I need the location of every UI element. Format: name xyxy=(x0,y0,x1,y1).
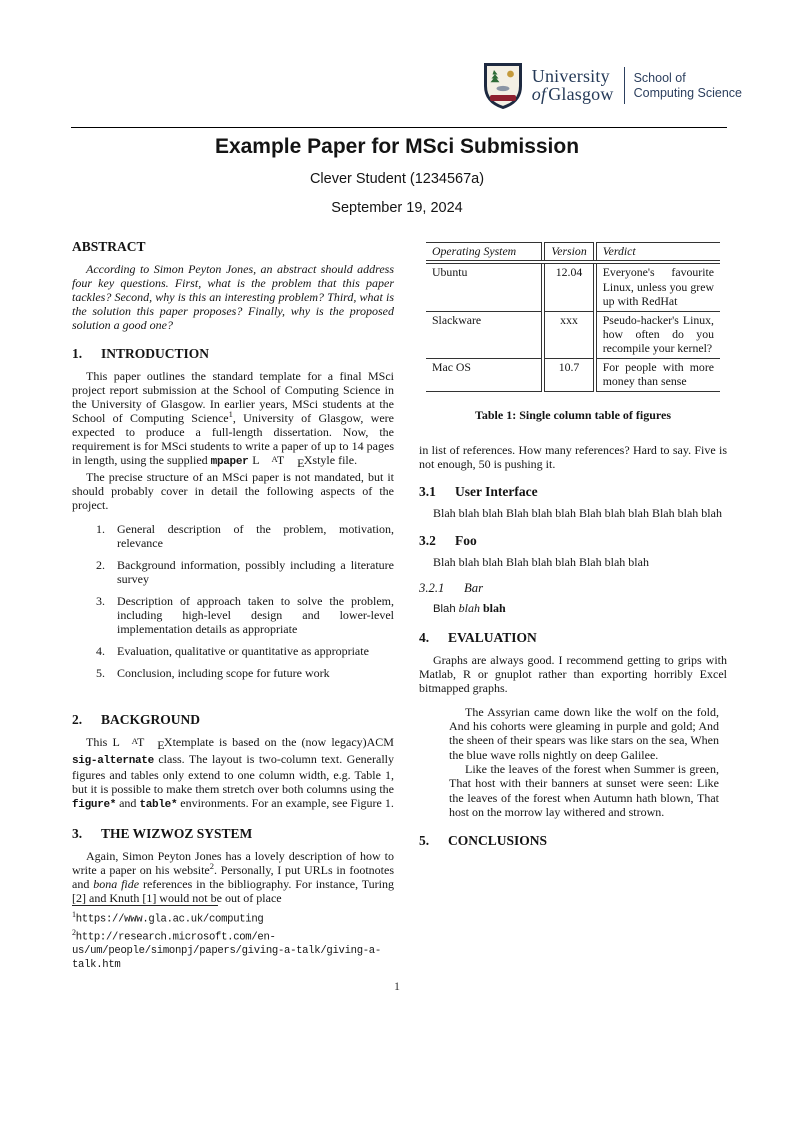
list-item xyxy=(96,522,394,550)
footnote-rule xyxy=(72,905,218,906)
intro-paragraph-2: The precise structure of an MSci paper is not mandated, but it should probably cover in detail the following aspects of the project. xyxy=(72,469,394,512)
abstract-heading: ABSTRACT xyxy=(72,239,146,254)
column-header-version: Version xyxy=(543,243,594,263)
subsection-number: 3.2 xyxy=(419,532,436,548)
section-number: 5. xyxy=(419,833,430,849)
user-interface-paragraph: Blah blah blah Blah blah blah Blah blah blah Blah blah blah xyxy=(433,505,722,520)
quote-paragraph-1: The Assyrian came down like the wolf on the fold, And his cohorts were gleaming in purple and gold; And the sheen of their spears was like stars on the sea, When the blue wave rolls nightly on deep Galilee. xyxy=(449,704,719,762)
right-column xyxy=(419,239,727,975)
wordmark-of: of xyxy=(531,83,547,104)
section-number: 3. xyxy=(72,825,83,841)
title-block xyxy=(0,135,794,216)
footnote-ref-1: 1 xyxy=(228,409,233,420)
list-item-number: 5. xyxy=(96,666,105,681)
school-name xyxy=(625,71,742,101)
two-column-body xyxy=(72,239,727,975)
intro-p1-text-c: style file. xyxy=(312,453,358,468)
subsubsection-number: 3.2.1 xyxy=(419,580,445,595)
footnote-ref-2: 2 xyxy=(209,860,214,871)
latex-logo: L AT EX xyxy=(252,453,313,470)
table-row xyxy=(426,262,720,311)
column-header-verdict: Verdict xyxy=(595,243,720,263)
list-item-text: Conclusion, including scope for future work xyxy=(117,666,330,681)
section-title: THE WIZWOZ SYSTEM xyxy=(101,825,253,841)
list-item xyxy=(96,558,394,586)
cell-version: 10.7 xyxy=(543,358,594,391)
wizwoz-paragraph: Again, Simon Peyton Jones has a lovely description of how to write a paper on his website$^2$. Personally, I put URLs in footnotes and bona fide references in the bibliography. For instance, Turing [2] and Knuth [1] would not be out of place xyxy=(72,848,395,905)
cell-version: 12.04 xyxy=(543,262,594,311)
abstract-text: According to Simon Peyton Jones, an abstract should address four key questions. First, what is the problem that this paper tackles? Second, why is this an interesting problem? Third, what is the solution this paper proposes? Finally, why is the proposed solution a good one? xyxy=(72,262,394,333)
cell-os: Ubuntu xyxy=(426,262,543,311)
cell-verdict: For people with more money than sense xyxy=(595,358,720,391)
block-quote xyxy=(449,705,719,819)
footnote-2-url: http://research.microsoft.com/en-us/um/people/simonpj/papers/giving-a-talk/giving-a-talk.htm xyxy=(72,931,381,972)
list-item-text: Description of approach taken to solve the problem, including high-level design and lower-level implementation details as appropriate xyxy=(117,594,394,637)
section-number: 4. xyxy=(419,629,430,645)
university-wordmark-line1: University xyxy=(531,66,610,87)
footnote-2-mark: 2 xyxy=(72,927,76,937)
section-heading-introduction xyxy=(72,346,394,362)
section-title: EVALUATION xyxy=(448,629,537,645)
code-mpaper: mpaper xyxy=(210,456,249,469)
footnote-2 xyxy=(72,928,394,973)
operating-system-table xyxy=(426,242,720,392)
left-column xyxy=(72,239,394,975)
continuation-paragraph: in list of references. How many references? Hard to say. Five is not enough, 50 is pushing it. xyxy=(419,442,727,471)
title-rule xyxy=(71,127,727,128)
school-line1: School of xyxy=(633,70,686,85)
cell-verdict: Pseudo-hacker's Linux, how often do you recompile your kernel? xyxy=(595,311,720,358)
bar-paragraph: Blah blah blah xyxy=(433,600,506,615)
intro-paragraph-1 xyxy=(72,369,394,470)
quote-paragraph-2: Like the leaves of the forest when Summer is green, That host with their banners at sunset were seen: Like the leaves of the forest when Autumn hath blown, That host on the morrow lay withered and strown. xyxy=(449,762,719,819)
footnote-1 xyxy=(72,910,394,928)
bona-fide-italic: bona fide xyxy=(93,876,140,891)
section-heading-evaluation xyxy=(419,630,727,646)
cell-verdict: Everyone's favourite Linux, unless you grew up with RedHat xyxy=(595,262,720,311)
code-table-star: table* xyxy=(139,798,178,811)
list-item xyxy=(96,644,394,658)
section-heading-conclusions xyxy=(419,833,727,849)
date: September 19, 2024 xyxy=(331,200,463,216)
paper-title: Example Paper for MSci Submission xyxy=(214,135,580,158)
section-number: 1. xyxy=(72,346,83,362)
table-header xyxy=(426,243,720,263)
list-item-text: Evaluation, qualitative or quantitative as appropriate xyxy=(117,644,369,659)
cell-os: Mac OS xyxy=(426,358,543,391)
subsection-title: Foo xyxy=(455,532,477,548)
intro-ordered-list xyxy=(72,522,394,688)
subsubsection-heading-bar xyxy=(419,581,727,596)
intro-p1-text-b: , University of Glasgow, were expected to produce a full-length dissertation. Now, the requirement is for MSci students to write a paper of up to 14 pages in length, using the supplied xyxy=(72,411,394,468)
subsubsection-title: Bar xyxy=(464,580,484,595)
page-number: 1 xyxy=(394,979,400,993)
foo-paragraph: Blah blah blah Blah blah blah Blah blah blah xyxy=(433,554,649,569)
section-heading-wizwoz xyxy=(72,826,394,842)
list-item-number: 4. xyxy=(96,644,105,659)
code-figure-star: figure* xyxy=(72,798,117,811)
university-wordmark xyxy=(532,68,624,102)
column-header-os: Operating System xyxy=(426,243,543,263)
footnote-1-url: https://www.gla.ac.uk/computing xyxy=(75,913,264,926)
table-row xyxy=(426,311,720,358)
author: Clever Student (1234567a) xyxy=(309,171,485,187)
list-item-number: 1. xyxy=(96,521,105,536)
subsection-number: 3.1 xyxy=(419,483,436,499)
university-logo xyxy=(483,62,742,109)
list-item-number: 3. xyxy=(96,594,105,609)
background-paragraph: This L AT EXtemplate is based on the (now legacy)ACM sig-alternate class. The layout is two-column text. Generally figures and tables only extend to one column width, e.g. Table 1, but it is possible to make them stretch over both columns using the figure* and table* environments. For an example, see Figure 1. xyxy=(72,735,394,811)
code-sig-alternate: sig-alternate xyxy=(72,754,154,767)
list-item xyxy=(96,666,394,680)
cell-os: Slackware xyxy=(426,311,543,358)
evaluation-paragraph: Graphs are always good. I recommend getting to grips with Matlab, R or gnuplot rather than exporting horribly Excel bitmapped graphs. xyxy=(419,652,727,695)
list-item-text: General description of the problem, motivation, relevance xyxy=(117,521,394,551)
subsection-title: User Interface xyxy=(455,483,538,499)
university-crest-icon xyxy=(483,62,523,109)
footnotes-block xyxy=(72,905,394,975)
cell-version: xxx xyxy=(543,311,594,358)
list-item-text: Background information, possibly including a literature survey xyxy=(117,558,394,587)
latex-logo: L AT EX xyxy=(112,735,173,752)
table-row xyxy=(426,358,720,391)
intro-p1-text-a: This paper outlines the standard template for a final MSci project report submission at the School of Computing Science in the University of Glasgow. In earlier years, MSci students at the School of Computing Science xyxy=(72,369,394,426)
subsection-heading-foo xyxy=(419,533,727,549)
wordmark-glasgow: Glasgow xyxy=(548,83,614,104)
section-heading-background xyxy=(72,712,394,728)
section-number: 2. xyxy=(72,712,83,728)
section-title: INTRODUCTION xyxy=(101,346,210,362)
footnote-1-mark: 1 xyxy=(72,910,76,920)
section-title: CONCLUSIONS xyxy=(448,833,548,849)
subsection-heading-user-interface xyxy=(419,484,727,500)
table-caption: Table 1: Single column table of figures xyxy=(474,407,671,422)
list-item-number: 2. xyxy=(96,558,105,573)
university-wordmark-line2 xyxy=(532,84,614,104)
section-title: BACKGROUND xyxy=(101,712,201,728)
school-line2: Computing Science xyxy=(633,85,742,100)
list-item xyxy=(96,594,394,636)
